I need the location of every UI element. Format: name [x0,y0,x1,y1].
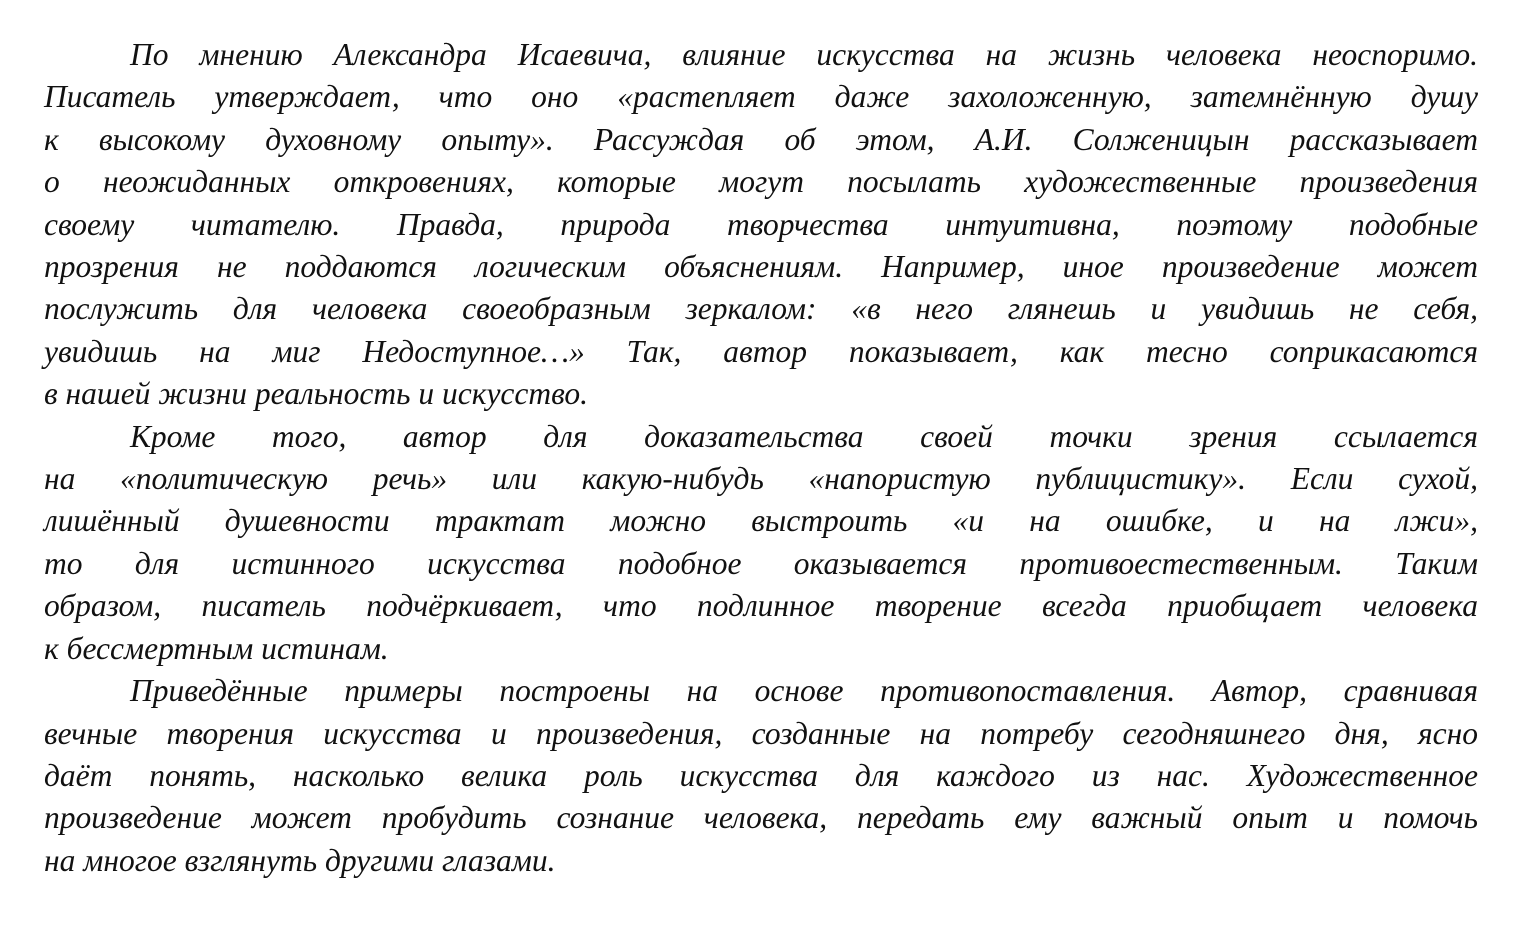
text-line: образом, писатель подчёркивает, что подлинное творение всегда приобщает человека [44,588,1478,624]
text-line: к бессмертным истинам. [44,630,389,666]
text-line: на «политическую речь» или какую-нибудь «напористую публицистику». Если сухой, [44,461,1478,497]
text-line: По мнению Александра Исаевича, влияние искусства на жизнь человека неоспоримо. [130,37,1478,72]
text-line: прозрения не поддаются логическим объяснениям. Например, иное произведение может [44,249,1478,285]
text-line: своему читателю. Правда, природа творчества интуитивна, поэтому подобные [44,206,1478,242]
text-line: произведение может пробудить сознание человека, передать ему важный опыт и помочь [44,800,1478,836]
paragraph-1 [44,34,1478,416]
text-line: даёт понять, насколько велика роль искусства для каждого из нас. Художественное [44,757,1478,793]
text-line: Писатель утверждает, что оно «растепляет даже захоложенную, затемнённую душу [44,79,1478,115]
text-line: на многое взглянуть другими глазами. [44,842,556,878]
text-line: Кроме того, автор для доказательства своей точки зрения ссылается [130,418,1478,454]
paragraph-2 [44,416,1478,670]
text-line: лишённый душевности трактат можно выстроить «и на ошибке, и на лжи», [44,503,1478,539]
text-line: увидишь на миг Недоступное…» Так, автор показывает, как тесно соприкасаются [44,333,1478,369]
text-line: то для истинного искусства подобное оказывается противоестественным. Таким [44,545,1478,581]
text-line: о неожиданных откровениях, которые могут посылать художественные произведения [44,164,1478,200]
text-line: к высокому духовному опыту». Рассуждая об этом, А.И. Солженицын рассказывает [44,121,1478,157]
paragraph-3 [44,670,1478,882]
text-line: в нашей жизни реальность и искусство. [44,376,589,412]
text-line: послужить для человека своеобразным зеркалом: «в него глянешь и увидишь не себя, [44,291,1478,327]
text-line: вечные творения искусства и произведения, созданные на потребу сегодняшнего дня, ясно [44,715,1478,751]
text-line: Приведённые примеры построены на основе противопоставления. Автор, сравнивая [130,673,1478,709]
